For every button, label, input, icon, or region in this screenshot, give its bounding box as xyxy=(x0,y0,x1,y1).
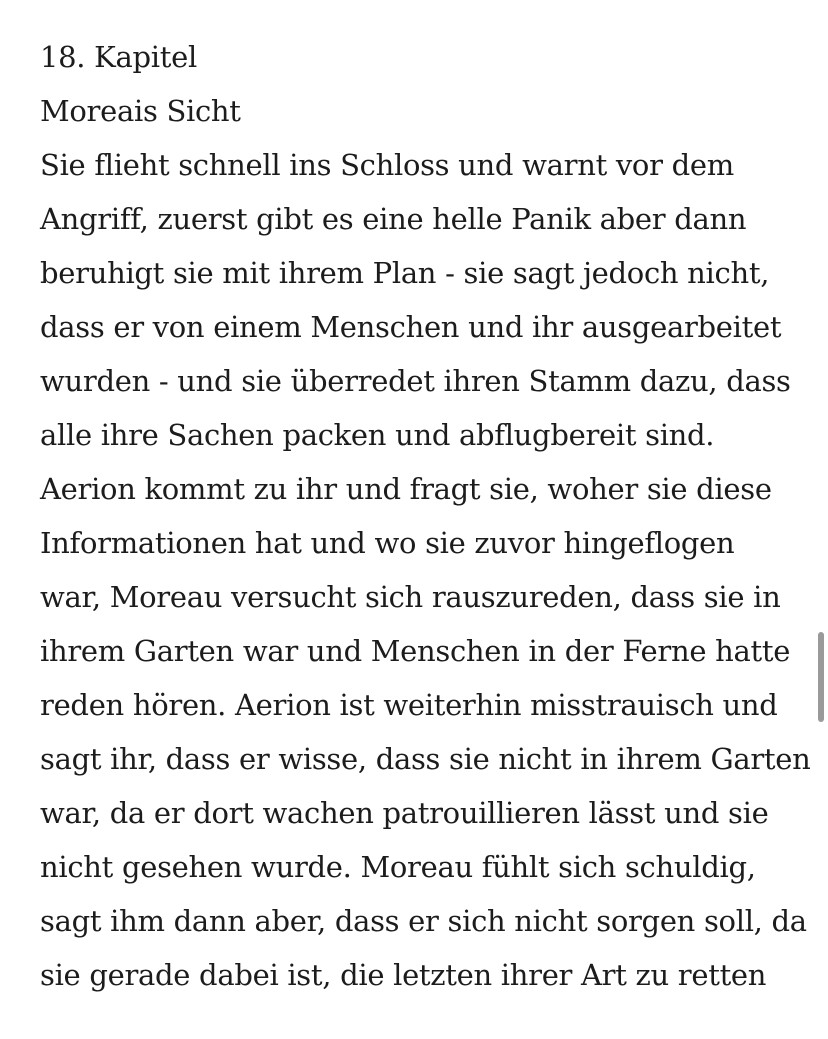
body-line: Sie flieht schnell ins Schloss und warnt vor dem xyxy=(40,148,734,182)
body-line: Angriff, zuerst gibt es eine helle Panik aber dann xyxy=(40,202,747,236)
body-line: war, Moreau versucht sich rauszureden, dass sie in xyxy=(40,580,781,614)
body-line: nicht gesehen wurde. Moreau fühlt sich schuldig, xyxy=(40,850,756,884)
body-line: sagt ihm dann aber, dass er sich nicht sorgen soll, da xyxy=(40,904,807,938)
body-line: reden hören. Aerion ist weiterhin misstrauisch und xyxy=(40,688,778,722)
body-line: alle ihre Sachen packen und abflugbereit sind. xyxy=(40,418,715,452)
body-line: Aerion kommt zu ihr und fragt sie, woher sie diese xyxy=(40,472,772,506)
document-text xyxy=(40,30,810,1002)
body-line: ihrem Garten war und Menschen in der Ferne hatte xyxy=(40,634,791,668)
chapter-heading: 18. Kapitel xyxy=(40,40,197,74)
body-line: sie gerade dabei ist, die letzten ihrer Art zu retten xyxy=(40,958,767,992)
section-title: Moreais Sicht xyxy=(40,94,241,128)
body-line: beruhigt sie mit ihrem Plan - sie sagt jedoch nicht, xyxy=(40,256,770,290)
body-line: Informationen hat und wo sie zuvor hingeflogen xyxy=(40,526,735,560)
body-line: wurden - und sie überredet ihren Stamm dazu, dass xyxy=(40,364,791,398)
scroll-indicator[interactable] xyxy=(818,632,824,722)
body-line: sagt ihr, dass er wisse, dass sie nicht in ihrem Garten xyxy=(40,742,811,776)
body-line: war, da er dort wachen patrouillieren lässt und sie xyxy=(40,796,769,830)
body-line: dass er von einem Menschen und ihr ausgearbeitet xyxy=(40,310,782,344)
